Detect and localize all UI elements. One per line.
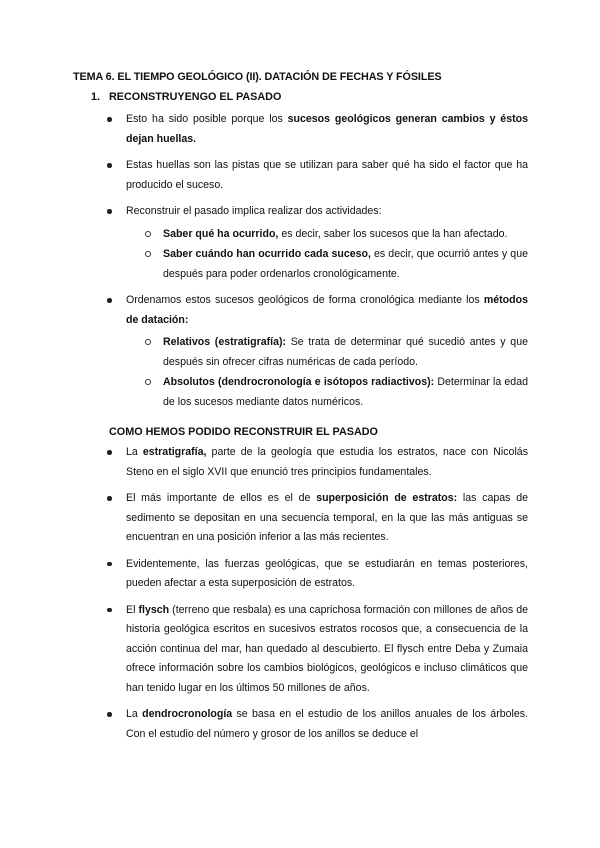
item-bold-text: Absolutos (dendrocronología e isótopos radiactivos): [163, 376, 435, 388]
sub-list-item [126, 373, 528, 412]
item-text: Ordenamos estos sucesos geológicos de forma cronológica mediante los [126, 294, 484, 306]
item-bold-text: dendrocronología [142, 708, 233, 720]
item-text: El más importante de ellos es el de [126, 492, 317, 504]
list-item [126, 110, 528, 149]
list-item [126, 489, 528, 548]
list-item [126, 443, 528, 482]
item-text: Se trata de determinar qué sucedió antes y que después sin ofrecer cifras numéricas de cada período. [163, 336, 528, 368]
item-text: es decir, que ocurrió antes y que después para poder ordenarlos cronológicamente. [163, 248, 528, 280]
section-heading-text: RECONSTRUYENGO EL PASADO [109, 91, 282, 103]
list-item [126, 156, 528, 195]
item-bold-text: métodos de datación: [126, 294, 528, 326]
item-bold-text: flysch [138, 603, 170, 616]
item-text: parte de la geología que estudia los estratos, nace con Nicolás Steno en el siglo XVII que enunció tres principios fundamentales. [126, 446, 528, 478]
item-text: se basa en el estudio de los anillos anuales de los árboles. Con el estudio del número y grosor de los anillos se deduce el [126, 708, 528, 740]
item-text: El [126, 603, 139, 616]
bullet-list-2 [126, 443, 528, 751]
item-bold-text: Saber cuándo han ocurrido cada suceso, [163, 248, 371, 260]
list-item [126, 291, 528, 412]
item-text: La [126, 708, 143, 720]
section-heading-1 [91, 91, 281, 103]
sub-list-item [126, 333, 528, 372]
item-text: Reconstruir el pasado implica realizar dos actividades: [126, 205, 382, 217]
page-title: TEMA 6. EL TIEMPO GEOLÓGICO (II). DATACIÓN DE FECHAS Y FÓSILES [73, 71, 442, 83]
item-text: Estas huellas son las pistas que se utilizan para saber qué ha sido el factor que ha producido el suceso. [126, 159, 528, 191]
section-heading-2: COMO HEMOS PODIDO RECONSTRUIR EL PASADO [109, 426, 378, 438]
item-text: La [126, 446, 143, 458]
item-text: Esto ha sido posible porque los [126, 113, 288, 125]
section-number: 1. [91, 91, 101, 103]
list-item [126, 202, 528, 284]
list-item [126, 705, 528, 744]
list-item [126, 555, 528, 594]
sub-list-item [126, 245, 528, 284]
item-bold-text: superposición de estratos: [316, 492, 458, 504]
item-bold-text: sucesos geológicos generan cambios y éstos dejan huellas. [126, 113, 528, 145]
list-item [126, 601, 528, 699]
bullet-list-1 [126, 110, 528, 419]
item-text: (terreno que resbala) es una caprichosa formación con millones de años de historia geológica escritos en sucesivos estratos rocosos que, a consecuencia de la acción continua del mar, han quedado al descubierto. El flysch entre Deba y Zumaia ofrece información sobre los cambios biológicos, geológicos e incluso climáticos que han tenido lugar en los últimos 50 millones de años. [126, 603, 528, 694]
item-bold-text: Relativos (estratigrafía): [163, 336, 287, 348]
item-text: las capas de sedimento se depositan en una secuencia temporal, en la que las más antiguas se encuentran en una posición inferior a las más recientes. [126, 492, 528, 543]
sub-list-item [126, 225, 528, 245]
sub-list [126, 225, 528, 285]
item-text: Evidentemente, las fuerzas geológicas, que se estudiarán en temas posteriores, pueden afectar a esta superposición de estratos. [126, 557, 528, 589]
item-text: es decir, saber los sucesos que la han afectado. [278, 227, 508, 240]
item-text: Determinar la edad de los sucesos mediante datos numéricos. [163, 376, 528, 408]
item-bold-text: Saber qué ha ocurrido, [163, 227, 279, 240]
item-bold-text: estratigrafía, [142, 446, 207, 458]
sub-list [126, 333, 528, 412]
